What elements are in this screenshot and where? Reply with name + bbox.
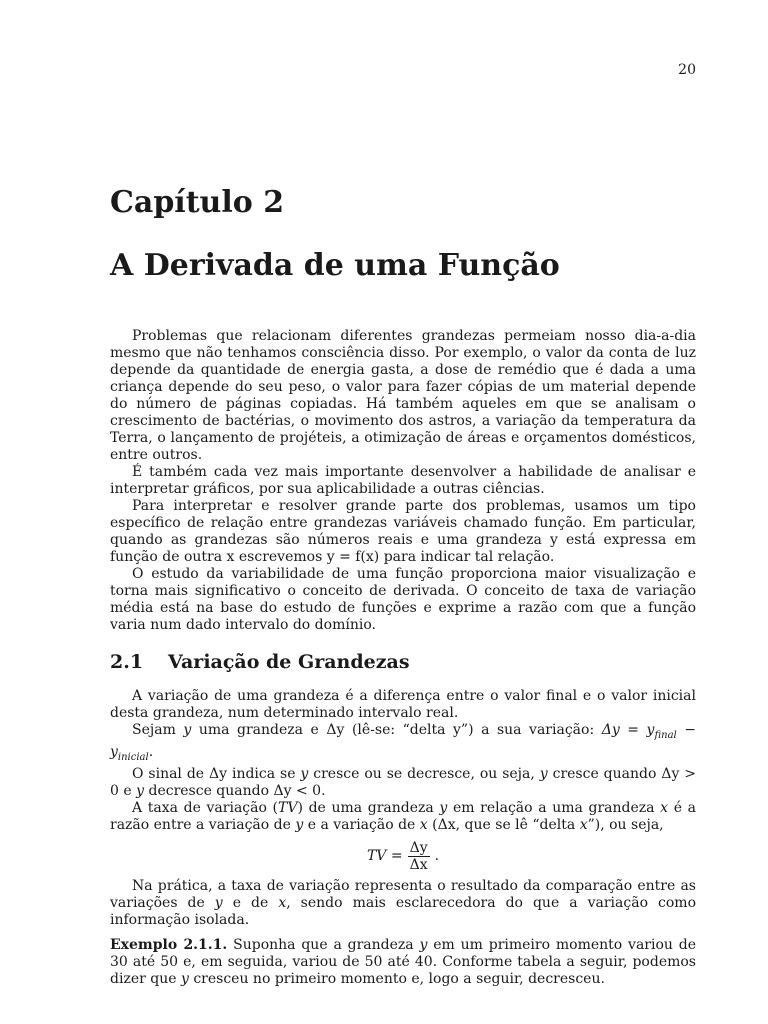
example-paragraph: Exemplo 2.1.1. Suponha que a grandeza y em um primeiro momento variou de 30 até 50 e, em seguida, variou de 50 até 40. Conforme tabela a seguir, podemos dizer que y cresceu no primeiro momento e, logo a seguir, decresceu.: [110, 936, 696, 987]
example-block: [110, 937, 696, 988]
intro-text: [110, 328, 696, 634]
section-number: 2.1: [110, 651, 144, 673]
chapter-title: A Derivada de uma Função: [110, 248, 560, 283]
intro-paragraph: Para interpretar e resolver grande parte dos problemas, usamos um tipo específico de relação entre grandezas variáveis chamado função. Em particular, quando as grandezas são números reais e uma grandeza y está expressa em função de outra x escrevemos y = f(x) para indicar tal relação.: [110, 498, 696, 565]
section-paragraph: O sinal de Δy indica se y cresce ou se decresce, ou seja, y cresce quando Δy > 0 e y decresce quando Δy < 0.: [110, 765, 697, 799]
section-paragraph: A variação de uma grandeza é a diferença entre o valor final e o valor inicial desta grandeza, num determinado intervalo real.: [110, 688, 696, 721]
section-paragraph: A taxa de variação (TV) de uma grandeza y em relação a uma grandeza x é a razão entre a variação de y e a variação de x (Δx, que se lê “delta x”), ou seja,: [110, 799, 696, 833]
section-title: Variação de Grandezas: [168, 651, 410, 673]
rate-equation: [110, 840, 696, 874]
equation-numerator: Δy: [409, 839, 428, 856]
section-paragraph: Na prática, a taxa de variação representa o resultado da comparação entre as variações de y e de x, sendo mais esclarecedora do que a variação como informação isolada.: [110, 877, 696, 928]
equation-fraction: [408, 840, 430, 873]
equation-lhs: TV =: [366, 847, 403, 864]
section-body: [110, 688, 696, 988]
equation-denominator: Δx: [409, 856, 428, 873]
equation-end: .: [434, 847, 440, 864]
section-paragraph: Sejam y uma grandeza e Δy (lê-se: “delta y”) a sua variação: $\Delta y = y_{final} - y_{inicial}$.: [110, 722, 697, 763]
intro-paragraph: O estudo da variabilidade de uma função proporciona maior visualização e torna mais significativo o conceito de derivada. O conceito de taxa de variação média está na base do estudo de funções e exprime a razão com que a função varia num dado intervalo do domínio.: [110, 566, 696, 633]
intro-paragraph: É também cada vez mais importante desenvolver a habilidade de analisar e interpretar gráficos, por sua aplicabilidade a outras ciências.: [110, 464, 696, 497]
intro-paragraph: Problemas que relacionam diferentes grandezas permeiam nosso dia-a-dia mesmo que não tenhamos consciência disso. Por exemplo, o valor da conta de luz depende da quantidade de energia gasta, a dose de remédio que é dada a uma criança depende do seu peso, o valor para fazer cópias de um material depende do número de páginas copiadas. Há também aqueles em que se analisam o crescimento de bactérias, o movimento dos astros, a variação da temperatura da Terra, o lançamento de projéteis, a otimização de áreas e orçamentos domésticos, entre outros.: [110, 328, 696, 463]
example-label: Exemplo 2.1.1.: [110, 936, 228, 953]
section-heading: [110, 651, 410, 673]
page-number: 20: [678, 62, 696, 78]
chapter-label: Capítulo 2: [110, 185, 285, 220]
